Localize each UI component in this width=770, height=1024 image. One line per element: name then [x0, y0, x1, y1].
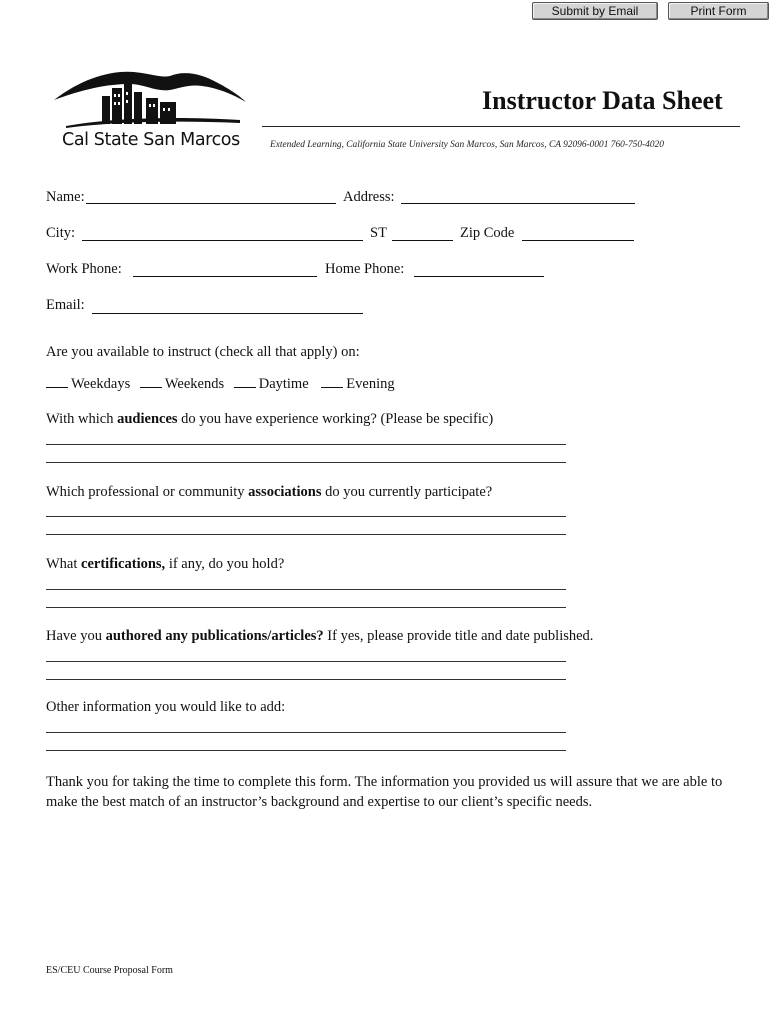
email-label: Email:: [46, 297, 85, 313]
home-phone-label: Home Phone:: [325, 261, 405, 277]
logo-wordmark: Cal State San Marcos: [62, 130, 240, 150]
associations-question: Which professional or community associations do you currently participate?: [46, 484, 493, 500]
address-field[interactable]: [401, 203, 635, 204]
daytime-checkbox[interactable]: [234, 375, 256, 388]
weekdays-label: Weekdays: [71, 376, 131, 392]
zip-field[interactable]: [522, 240, 634, 241]
weekends-label: Weekends: [164, 376, 225, 392]
email-field[interactable]: [92, 313, 363, 314]
submit-by-email-button[interactable]: Submit by Email: [532, 2, 658, 20]
address-subline: Extended Learning, California State University San Marcos, San Marcos, CA 92096-0001 760-750-4020: [270, 140, 664, 150]
evening-label: Evening: [346, 376, 395, 392]
publications-answer-line[interactable]: [46, 679, 566, 680]
availability-question: Are you available to instruct (check all that apply) on:: [46, 344, 360, 360]
audiences-answer-line[interactable]: [46, 444, 566, 445]
st-label: ST: [370, 225, 387, 241]
daytime-label: Daytime: [258, 376, 309, 392]
evening-checkbox[interactable]: [321, 375, 343, 388]
work-phone-field[interactable]: [133, 276, 317, 277]
certifications-answer-line[interactable]: [46, 607, 566, 608]
closing-paragraph: Thank you for taking the time to complete this form. The information you provided us will assure that we are able to make the best match of an instructor’s background and expertise to our client’s specific needs.: [46, 774, 723, 810]
certifications-answer-line[interactable]: [46, 589, 566, 590]
zip-label: Zip Code: [460, 225, 515, 241]
other-info-question: Other information you would like to add:: [46, 699, 286, 715]
work-phone-label: Work Phone:: [46, 261, 122, 277]
certifications-question: What certifications, if any, do you hold?: [46, 556, 285, 572]
city-label: City:: [46, 225, 76, 241]
associations-answer-line[interactable]: [46, 534, 566, 535]
associations-answer-line[interactable]: [46, 516, 566, 517]
weekends-checkbox[interactable]: [140, 375, 162, 388]
home-phone-field[interactable]: [414, 276, 544, 277]
form-footer: ES/CEU Course Proposal Form: [46, 965, 173, 976]
name-label: Name:: [46, 189, 85, 205]
other-info-answer-line[interactable]: [46, 732, 566, 733]
print-form-button[interactable]: Print Form: [668, 2, 769, 20]
city-field[interactable]: [82, 240, 363, 241]
audiences-answer-line[interactable]: [46, 462, 566, 463]
publications-question: Have you authored any publications/articles? If yes, please provide title and date published.: [46, 628, 594, 644]
audiences-question: With which audiences do you have experience working? (Please be specific): [46, 411, 494, 427]
page-title: Instructor Data Sheet: [482, 86, 723, 115]
other-info-answer-line[interactable]: [46, 750, 566, 751]
state-field[interactable]: [392, 240, 453, 241]
title-divider: [262, 126, 740, 127]
weekdays-checkbox[interactable]: [46, 375, 68, 388]
availability-options: [46, 375, 395, 393]
name-field[interactable]: [86, 203, 336, 204]
address-label: Address:: [343, 189, 395, 205]
publications-answer-line[interactable]: [46, 661, 566, 662]
